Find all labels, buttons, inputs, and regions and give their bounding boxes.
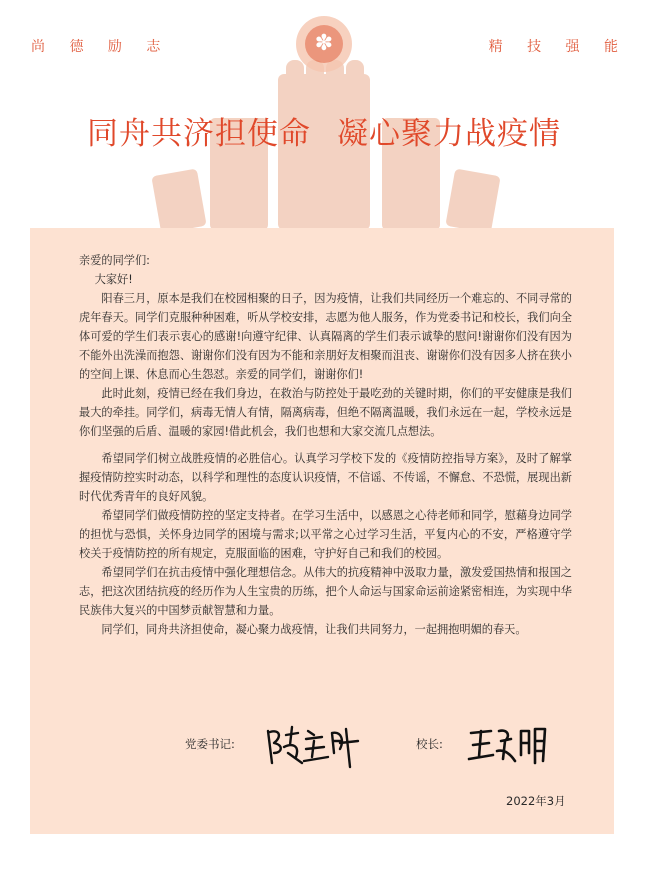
principal-label: 校长: — [416, 737, 443, 751]
motto-left: 尚 德 励 志 — [31, 39, 171, 55]
letter-date: 2022年3月 — [506, 794, 566, 808]
paragraph-2: 此时此刻，疫情已经在我们身边，在救治与防控处于最吃劲的关键时期，你们的平安健康是我们最大的牵挂。同学们，病毒无情人有情，隔离病毒，但绝不隔离温暖，我们永远在一起，学校永远是你们坚强的后盾、温暖的家园!借此机会，我们也想和大家交流几点想法。 — [79, 387, 572, 438]
principal-signature — [467, 725, 549, 765]
greeting: 大家好! — [94, 273, 133, 286]
paragraph-6: 同学们，同舟共济担使命，凝心聚力战疫情，让我们共同努力，一起拥抱明媚的春天。 — [101, 623, 527, 636]
paragraph-5: 希望同学们在抗击疫情中强化理想信念。从伟大的抗疫精神中汲取力量，激发爱国热情和报国之志，把这次团结抗疫的经历作为人生宝贵的历练，把个人命运与国家命运前途紧密相连，为实现中华民族伟大复兴的中国梦贡献智慧和力量。 — [79, 566, 572, 617]
paragraph-1: 阳春三月，原本是我们在校园相聚的日子，因为疫情，让我们共同经历一个难忘的、不同寻常的虎年春天。同学们克服种种困难，听从学校安排，志愿为他人服务，作为党委书记和校长，我们向全体可爱的学生们表示衷心的感谢!向遵守纪律、认真隔离的学生们表示诚挚的慰问!谢谢你们没有因为不能外出洗澡而抱怨、谢谢你们没有因为不能和亲朋好友相聚而沮丧、谢谢你们没有因多人挤在狭小的空间上课、休息而心生怨怼。亲爱的同学们，谢谢你们! — [79, 292, 572, 381]
title-part-1: 同舟共济担使命 — [87, 116, 311, 152]
secretary-signature — [262, 723, 362, 769]
emblem-icon: ✽ — [305, 25, 343, 63]
title-part-2: 凝心聚力战疫情 — [337, 116, 561, 152]
salutation: 亲爱的同学们: — [79, 254, 150, 267]
letter-panel — [30, 228, 614, 834]
page-title — [0, 108, 648, 153]
school-emblem — [296, 16, 352, 72]
paragraph-3: 希望同学们树立战胜疫情的必胜信心。认真学习学校下发的《疫情防控指导方案》，及时了解掌握疫情防控实时动态，以科学和理性的态度认识疫情，不信谣、不传谣，不懈怠、不恐慌，展现出新时代优秀青年的良好风貌。 — [79, 452, 572, 503]
paragraph-4: 希望同学们做疫情防控的坚定支持者。在学习生活中，以感恩之心待老师和同学，慰藉身边同学的担忧与恐惧，关怀身边同学的困境与需求;以平常之心过学习生活，平复内心的不安，严格遵守学校关于疫情防控的所有规定，克服面临的困难，守护好自己和我们的校园。 — [79, 509, 572, 560]
letter-body — [79, 251, 572, 639]
motto-right: 精 技 强 能 — [488, 39, 628, 55]
secretary-label: 党委书记: — [185, 737, 235, 751]
